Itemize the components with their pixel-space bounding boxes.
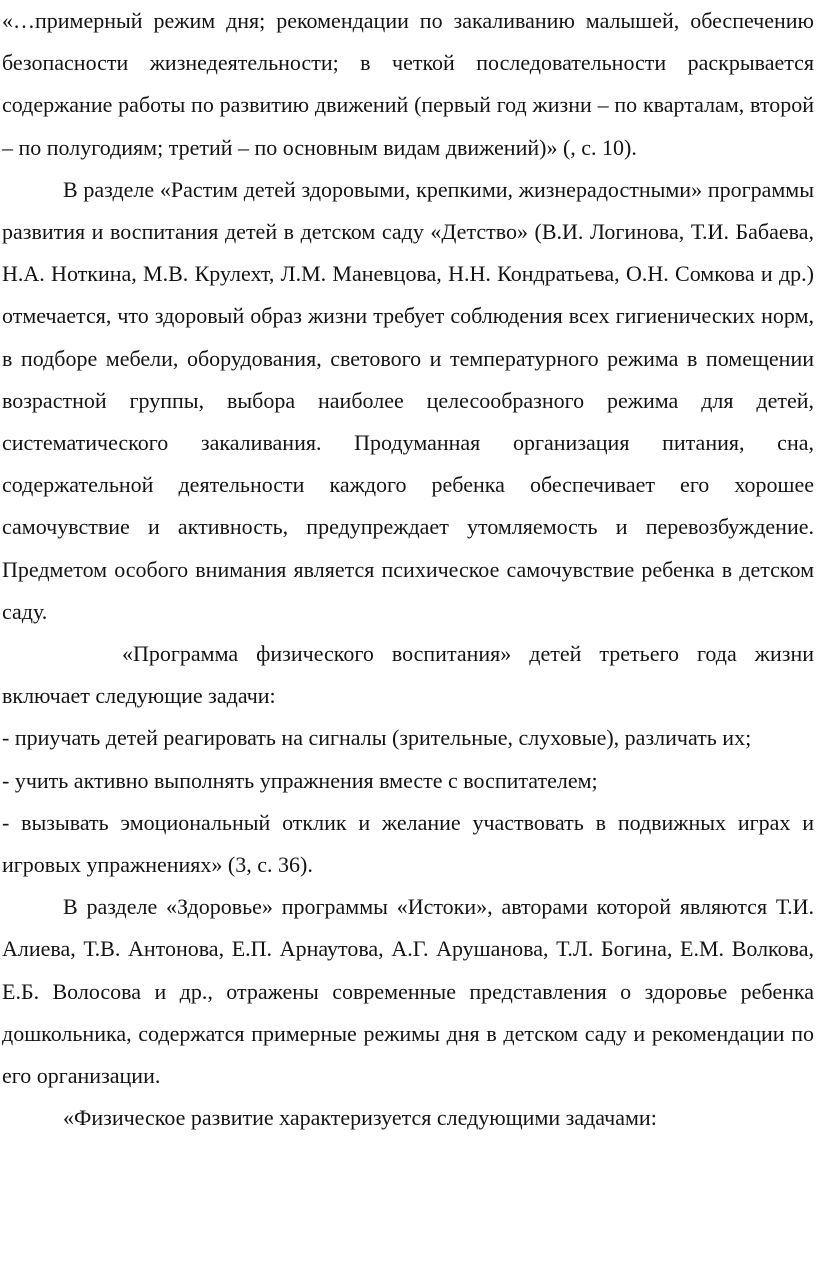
paragraph-physical-development-tasks: «Физическое развитие характеризуется следующими задачами: (63, 1105, 657, 1131)
paragraph-istoki-program: В разделе «Здоровье» программы «Истоки», авторами которой являются Т.И. Алиева, Т.В. Антонова, Е.П. Арнаутова, А.Г. Арушанова, Т.Л. Богина, Е.М. Волкова, Е.Б. Волосова и др., отражены современные представления о здоровье ребенка дошкольника, содержатся примерные режимы дня в детском саду и рекомендации по его организации. (2, 894, 814, 1089)
list-item-exercises: - учить активно выполнять упражнения вместе с воспитателем; (2, 767, 598, 793)
list-item-emotional-response: - вызывать эмоциональный отклик и желание участвовать в подвижных играх и игровых упражнениях» (3, с. 36). (2, 809, 814, 878)
paragraph-physical-program-intro: «Программа физического воспитания» детей третьего года жизни включает следующие задачи: (2, 641, 814, 709)
list-item-signals: - приучать детей реагировать на сигналы (зрительные, слуховые), различать их; (2, 725, 752, 751)
document-page (2, 0, 814, 1139)
paragraph-regime-summary: «…примерный режим дня; рекомендации по закаливанию малышей, обеспечению безопасности жизнедеятельности; в четкой последовательности раскрывается содержание работы по развитию движений (первый год жизни – по кварталам, второй – по полугодиям; третий – по основным видам движений)» (, с. 10). (2, 8, 814, 160)
paragraph-detstvo-program: В разделе «Растим детей здоровыми, крепкими, жизнерадостными» программы развития и воспитания детей в детском саду «Детство» (В.И. Логинова, Т.И. Бабаева, Н.А. Ноткина, М.В. Крулехт, Л.М. Маневцова, Н.Н. Кондратьева, О.Н. Сомкова и др.) отмечается, что здоровый образ жизни требует соблюдения всех гигиенических норм, в подборе мебели, оборудования, светового и температурного режима в помещении возрастной группы, выбора наиболее целесообразного режима для детей, систематического закаливания. Продуманная организация питания, сна, содержательной деятельности каждого ребенка обеспечивает его хорошее самочувствие и активность, предупреждает утомляемость и перевозбуждение. Предметом особого внимания является психическое самочувствие ребенка в детском саду. (2, 176, 814, 624)
